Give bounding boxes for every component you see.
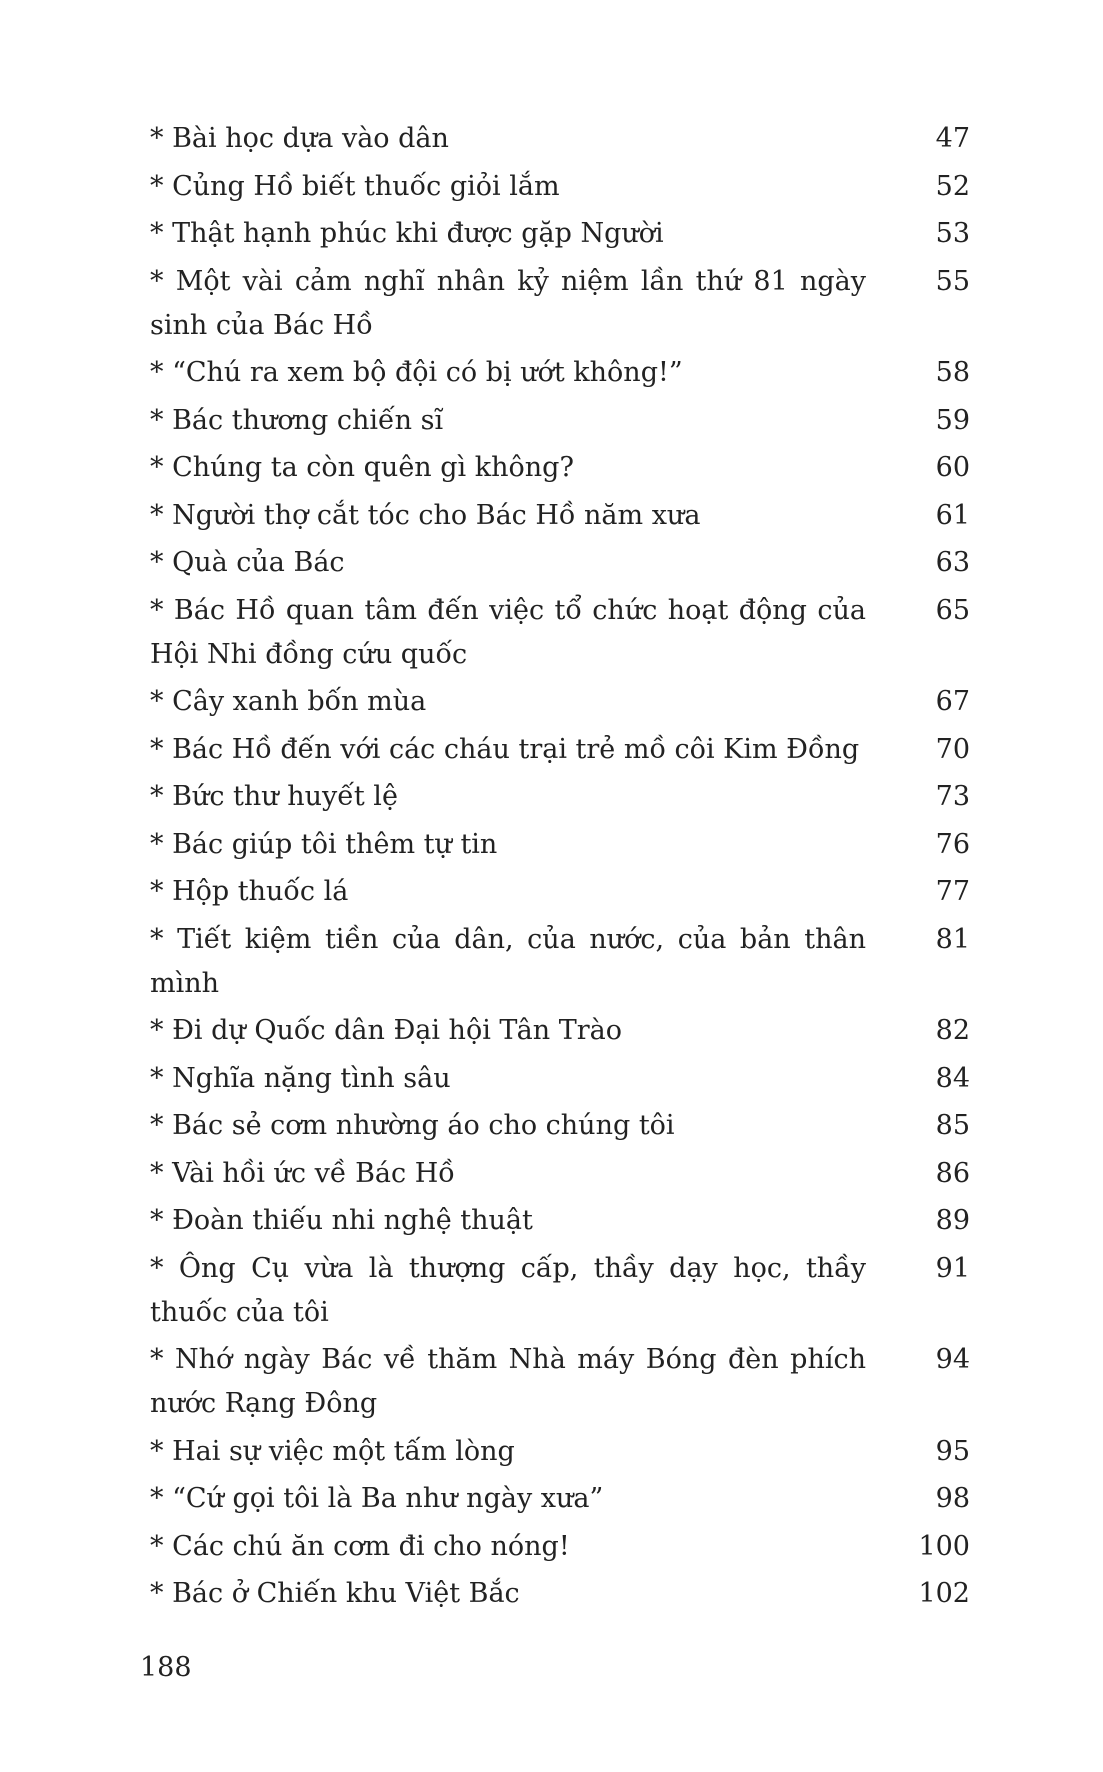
- toc-entry-title: * Người thợ cắt tóc cho Bác Hồ năm xưa: [150, 499, 701, 531]
- toc-entry-title: * Bài học dựa vào dân: [150, 123, 449, 154]
- toc-entry-page: 73: [935, 781, 970, 812]
- toc-entry-page: 98: [935, 1483, 970, 1514]
- toc-entry-page: 81: [935, 923, 970, 955]
- toc-entry: [150, 351, 970, 395]
- toc-entry: [150, 1199, 970, 1243]
- toc-entry-title: * Quà của Bác: [150, 547, 345, 578]
- toc-entry: [150, 117, 970, 161]
- toc-entry-title: * Các chú ăn cơm đi cho nóng!: [150, 1530, 570, 1562]
- toc-entry-page: 67: [935, 686, 970, 717]
- toc-entry-title: * Tiết kiệm tiền của dân, của nước, của bản thân mình: [150, 923, 866, 999]
- toc-entry-page: 100: [918, 1530, 970, 1562]
- toc-entry: [150, 165, 970, 209]
- toc-entry-title: * “Cứ gọi tôi là Ba như ngày xưa”: [150, 1483, 604, 1514]
- toc-entry-page: 102: [918, 1578, 970, 1609]
- toc-entry-title: * “Chú ra xem bộ đội có bị ướt không!”: [150, 357, 683, 388]
- toc-entry-title: * Thật hạnh phúc khi được gặp Người: [150, 218, 664, 249]
- toc-entry-page: 84: [935, 1062, 970, 1094]
- toc-entry: [150, 1104, 970, 1148]
- toc-entry: [150, 1247, 970, 1335]
- toc-entry-title: * Một vài cảm nghĩ nhân kỷ niệm lần thứ 81 ngày sinh của Bác Hồ: [150, 265, 866, 341]
- toc-entry-title: * Đi dự Quốc dân Đại hội Tân Trào: [150, 1015, 622, 1046]
- toc-entry-page: 55: [935, 265, 970, 297]
- toc-entry-title: * Hộp thuốc lá: [150, 876, 349, 907]
- page-number: 188: [140, 1652, 192, 1683]
- toc-entry: [150, 541, 970, 585]
- toc-entry: [150, 918, 970, 1006]
- toc-entry-title: * Chúng ta còn quên gì không?: [150, 452, 574, 483]
- toc-entry-title: * Bác sẻ cơm nhường áo cho chúng tôi: [150, 1110, 675, 1141]
- toc-entry-title: * Nhớ ngày Bác về thăm Nhà máy Bóng đèn phích nước Rạng Đông: [150, 1344, 866, 1419]
- toc-entry: [150, 823, 970, 867]
- toc-entry-title: * Củng Hồ biết thuốc giỏi lắm: [150, 170, 560, 202]
- toc-entry: [150, 1338, 970, 1426]
- toc-entry-page: 70: [935, 733, 970, 765]
- toc-entry-page: 76: [935, 828, 970, 860]
- toc-entry: [150, 870, 970, 914]
- toc-entry-title: * Cây xanh bốn mùa: [150, 686, 427, 717]
- toc-entry-title: * Bác giúp tôi thêm tự tin: [150, 828, 498, 860]
- toc-entry-page: 85: [935, 1110, 970, 1141]
- toc-entry: [150, 589, 970, 677]
- toc-entry-page: 61: [935, 499, 970, 531]
- toc-entry: [150, 728, 970, 772]
- toc-entry: [150, 399, 970, 443]
- toc-entry-page: 58: [935, 357, 970, 388]
- toc-entry-page: 65: [935, 594, 970, 626]
- toc-entry: [150, 1525, 970, 1569]
- toc-entry: [150, 212, 970, 256]
- toc-entry: [150, 260, 970, 348]
- toc-entry: [150, 1057, 970, 1101]
- toc-entry: [150, 1572, 970, 1616]
- toc-entry: [150, 446, 970, 490]
- toc-entry-page: 59: [935, 404, 970, 436]
- toc-entry-title: * Ông Cụ vừa là thượng cấp, thầy dạy học, thầy thuốc của tôi: [150, 1252, 866, 1328]
- toc-entry-page: 53: [935, 218, 970, 249]
- toc-entry-title: * Đoàn thiếu nhi nghệ thuật: [150, 1205, 533, 1236]
- toc-entry: [150, 1009, 970, 1053]
- toc-entry-page: 95: [935, 1435, 970, 1467]
- toc-entry: [150, 1477, 970, 1521]
- toc-entry-page: 82: [935, 1015, 970, 1046]
- toc-entry-title: * Bác thương chiến sĩ: [150, 404, 444, 436]
- toc-entry: [150, 775, 970, 819]
- toc-entry-page: 86: [935, 1157, 970, 1189]
- toc-entry-page: 60: [935, 452, 970, 483]
- toc-entry-title: * Hai sự việc một tấm lòng: [150, 1435, 515, 1467]
- toc-entry-title: * Bức thư huyết lệ: [150, 781, 398, 812]
- toc-entry: [150, 494, 970, 538]
- toc-entry-title: * Bác Hồ quan tâm đến việc tổ chức hoạt động của Hội Nhi đồng cứu quốc: [150, 594, 866, 670]
- toc-entry-page: 89: [935, 1205, 970, 1236]
- toc-entry-page: 91: [935, 1252, 970, 1284]
- table-of-contents: [150, 117, 970, 1620]
- toc-entry-page: 94: [935, 1344, 970, 1375]
- toc-entry-title: * Nghĩa nặng tình sâu: [150, 1062, 451, 1094]
- toc-entry-page: 52: [935, 170, 970, 202]
- toc-entry: [150, 1152, 970, 1196]
- toc-entry-title: * Bác ở Chiến khu Việt Bắc: [150, 1578, 520, 1609]
- toc-entry: [150, 1430, 970, 1474]
- toc-entry-page: 77: [935, 876, 970, 907]
- toc-entry: [150, 680, 970, 724]
- toc-entry-title: * Vài hồi ức về Bác Hồ: [150, 1157, 455, 1189]
- toc-entry-page: 47: [935, 123, 970, 154]
- toc-entry-page: 63: [935, 547, 970, 578]
- toc-entry-title: * Bác Hồ đến với các cháu trại trẻ mồ côi Kim Đồng: [150, 733, 860, 765]
